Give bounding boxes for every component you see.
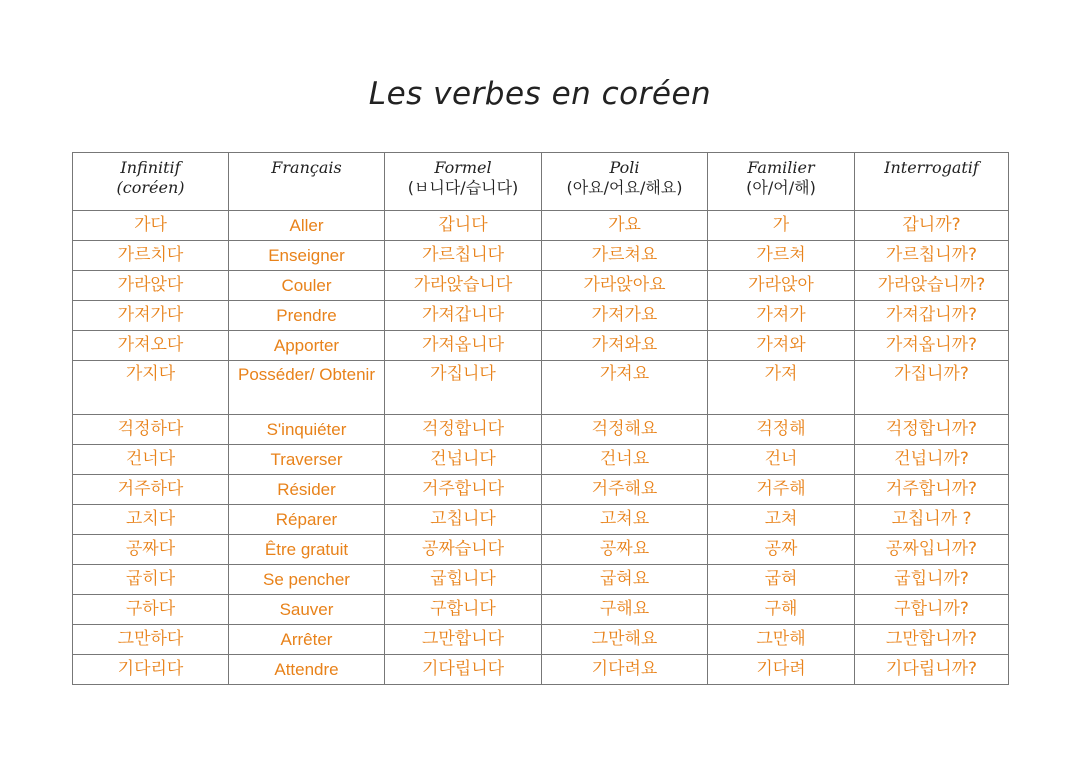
- cell-formel: 가르칩니다: [385, 241, 542, 271]
- cell-francais: Être gratuit: [229, 535, 385, 565]
- cell-infinitif: 가지다: [73, 361, 229, 415]
- table-row: [73, 595, 1009, 625]
- cell-familier: 굽혀: [708, 565, 855, 595]
- cell-infinitif: 기다리다: [73, 655, 229, 685]
- cell-interrogatif: 가져갑니까?: [855, 301, 1009, 331]
- cell-infinitif: 고치다: [73, 505, 229, 535]
- table-row: [73, 655, 1009, 685]
- cell-interrogatif: 가져옵니까?: [855, 331, 1009, 361]
- header-row: [73, 153, 1009, 211]
- cell-formel: 건넙니다: [385, 445, 542, 475]
- cell-interrogatif: 가르칩니까?: [855, 241, 1009, 271]
- header-interrogatif: Interrogatif: [855, 153, 1009, 211]
- cell-interrogatif: 가집니까?: [855, 361, 1009, 415]
- cell-formel: 공짜습니다: [385, 535, 542, 565]
- cell-interrogatif: 건넙니까?: [855, 445, 1009, 475]
- header-francais: Français: [229, 153, 385, 211]
- cell-francais: Résider: [229, 475, 385, 505]
- cell-francais: Aller: [229, 211, 385, 241]
- table-row: [73, 505, 1009, 535]
- cell-infinitif: 건너다: [73, 445, 229, 475]
- cell-interrogatif: 기다립니까?: [855, 655, 1009, 685]
- cell-infinitif: 가져가다: [73, 301, 229, 331]
- cell-poli: 가져요: [542, 361, 708, 415]
- cell-poli: 가져와요: [542, 331, 708, 361]
- cell-francais: Sauver: [229, 595, 385, 625]
- cell-familier: 가: [708, 211, 855, 241]
- cell-francais: Arrêter: [229, 625, 385, 655]
- cell-formel: 걱정합니다: [385, 415, 542, 445]
- cell-formel: 구합니다: [385, 595, 542, 625]
- cell-infinitif: 걱정하다: [73, 415, 229, 445]
- cell-poli: 가라앉아요: [542, 271, 708, 301]
- cell-familier: 가져와: [708, 331, 855, 361]
- cell-familier: 그만해: [708, 625, 855, 655]
- cell-formel: 가라앉습니다: [385, 271, 542, 301]
- cell-francais: Attendre: [229, 655, 385, 685]
- cell-francais: Réparer: [229, 505, 385, 535]
- table-row: [73, 271, 1009, 301]
- cell-familier: 거주해: [708, 475, 855, 505]
- cell-interrogatif: 가라앉습니까?: [855, 271, 1009, 301]
- cell-familier: 가져: [708, 361, 855, 415]
- page-title: Les verbes en coréen: [368, 76, 712, 112]
- table-row: [73, 211, 1009, 241]
- cell-infinitif: 가르치다: [73, 241, 229, 271]
- table-row: [73, 535, 1009, 565]
- cell-poli: 구해요: [542, 595, 708, 625]
- cell-familier: 고쳐: [708, 505, 855, 535]
- table-row: [73, 625, 1009, 655]
- cell-formel: 가져갑니다: [385, 301, 542, 331]
- cell-formel: 고칩니다: [385, 505, 542, 535]
- cell-formel: 갑니다: [385, 211, 542, 241]
- cell-familier: 공짜: [708, 535, 855, 565]
- cell-familier: 가라앉아: [708, 271, 855, 301]
- cell-formel: 기다립니다: [385, 655, 542, 685]
- cell-poli: 공짜요: [542, 535, 708, 565]
- cell-infinitif: 공짜다: [73, 535, 229, 565]
- cell-interrogatif: 공짜입니까?: [855, 535, 1009, 565]
- cell-poli: 굽혀요: [542, 565, 708, 595]
- cell-francais: S'inquiéter: [229, 415, 385, 445]
- cell-familier: 구해: [708, 595, 855, 625]
- cell-poli: 걱정해요: [542, 415, 708, 445]
- cell-interrogatif: 갑니까?: [855, 211, 1009, 241]
- cell-infinitif: 가다: [73, 211, 229, 241]
- cell-infinitif: 가져오다: [73, 331, 229, 361]
- cell-poli: 거주해요: [542, 475, 708, 505]
- cell-francais: Enseigner: [229, 241, 385, 271]
- table-row: [73, 331, 1009, 361]
- verb-table: [72, 152, 1009, 685]
- cell-poli: 기다려요: [542, 655, 708, 685]
- header-familier: Familier (아/어/해): [708, 153, 855, 211]
- header-poli: Poli (아요/어요/해요): [542, 153, 708, 211]
- cell-formel: 굽힙니다: [385, 565, 542, 595]
- cell-familier: 가져가: [708, 301, 855, 331]
- cell-infinitif: 구하다: [73, 595, 229, 625]
- cell-francais: Couler: [229, 271, 385, 301]
- cell-infinitif: 가라앉다: [73, 271, 229, 301]
- table-row: [73, 415, 1009, 445]
- cell-poli: 가요: [542, 211, 708, 241]
- cell-interrogatif: 그만합니까?: [855, 625, 1009, 655]
- cell-poli: 고쳐요: [542, 505, 708, 535]
- cell-interrogatif: 굽힙니까?: [855, 565, 1009, 595]
- cell-poli: 가져가요: [542, 301, 708, 331]
- cell-interrogatif: 거주합니까?: [855, 475, 1009, 505]
- table-row: [73, 565, 1009, 595]
- cell-poli: 건너요: [542, 445, 708, 475]
- cell-familier: 건너: [708, 445, 855, 475]
- header-formel: Formel (ㅂ니다/습니다): [385, 153, 542, 211]
- cell-francais: Traverser: [229, 445, 385, 475]
- table-row: [73, 445, 1009, 475]
- table-row: [73, 475, 1009, 505]
- cell-poli: 그만해요: [542, 625, 708, 655]
- cell-formel: 거주합니다: [385, 475, 542, 505]
- cell-formel: 가집니다: [385, 361, 542, 415]
- cell-interrogatif: 구합니까?: [855, 595, 1009, 625]
- table-row: [73, 301, 1009, 331]
- cell-francais: Prendre: [229, 301, 385, 331]
- cell-formel: 가져옵니다: [385, 331, 542, 361]
- cell-poli: 가르쳐요: [542, 241, 708, 271]
- table-row: [73, 241, 1009, 271]
- cell-francais: Posséder/ Obtenir: [229, 361, 385, 415]
- cell-familier: 걱정해: [708, 415, 855, 445]
- cell-interrogatif: 걱정합니까?: [855, 415, 1009, 445]
- cell-familier: 기다려: [708, 655, 855, 685]
- cell-formel: 그만합니다: [385, 625, 542, 655]
- cell-infinitif: 굽히다: [73, 565, 229, 595]
- cell-interrogatif: 고칩니까 ?: [855, 505, 1009, 535]
- table-row: [73, 361, 1009, 415]
- cell-infinitif: 거주하다: [73, 475, 229, 505]
- cell-infinitif: 그만하다: [73, 625, 229, 655]
- cell-francais: Se pencher: [229, 565, 385, 595]
- header-infinitif: Infinitif (coréen): [73, 153, 229, 211]
- cell-familier: 가르쳐: [708, 241, 855, 271]
- cell-francais: Apporter: [229, 331, 385, 361]
